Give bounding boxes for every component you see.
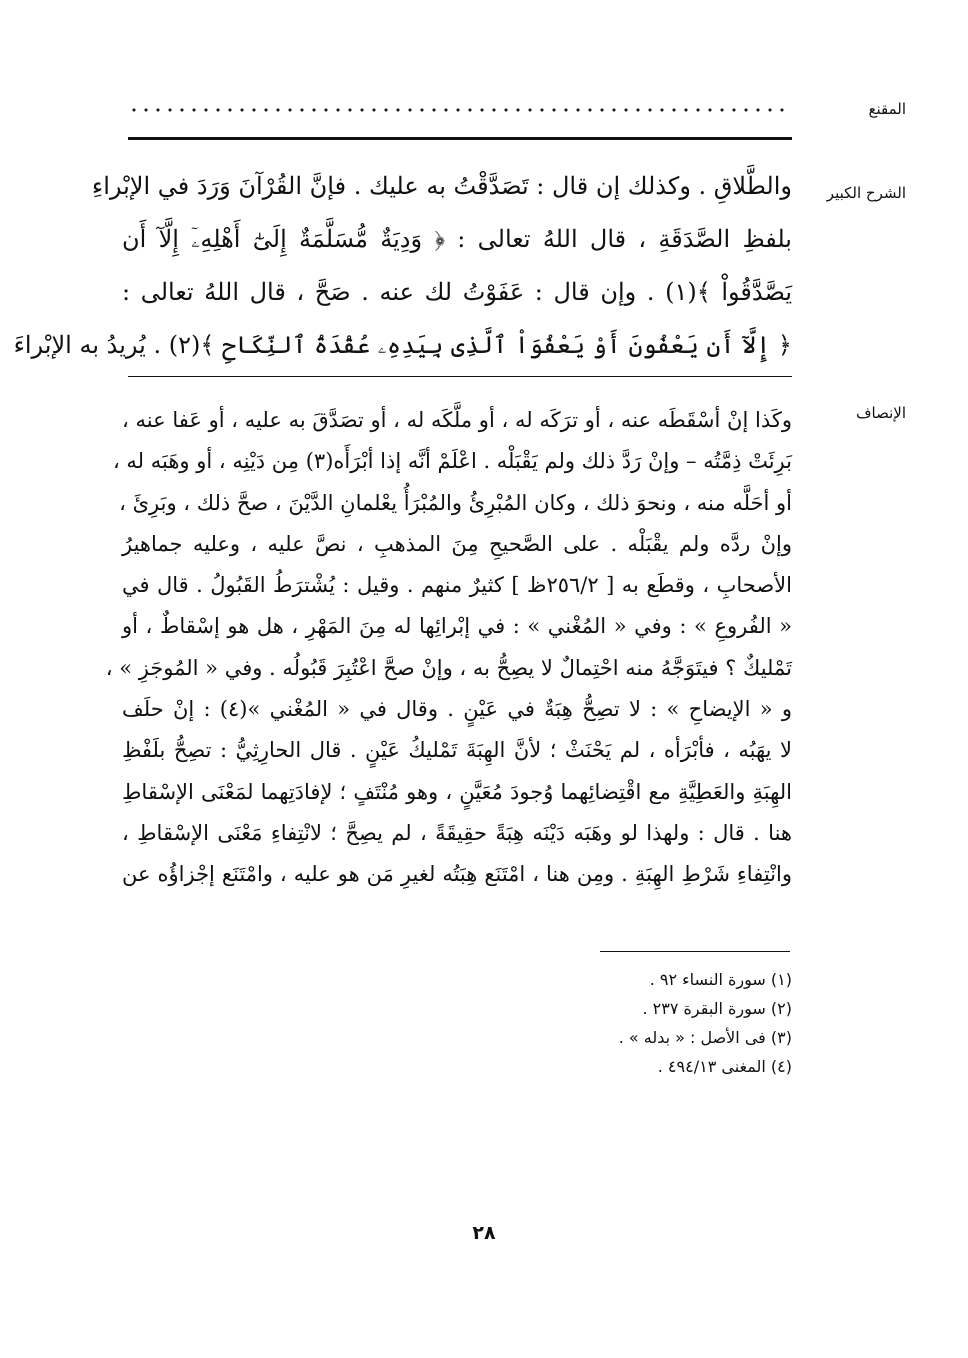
sharh-line: يَصَّدَّقُواْ ﴾(١) . وإن قال : عَفَوْتُ لك عنه . صَحَّ ، قال اللهُ تعالى : [122, 278, 792, 306]
sharh-text-block [13, 160, 792, 372]
footnote-item: (٤) المغنى ٤٩٤/١٣ . [657, 1057, 792, 1076]
footnote-item: (٢) سورة البقرة ٢٣٧ . [642, 999, 792, 1018]
insaf-line: أو أحَلَّه منه ، ونحوَ ذلك ، وكان المُبْرِئُ والمُبْرَأُ يعْلمانِ الدَّيْنَ ، صحَّ ذلك ، وبَرِئَ ، [119, 490, 792, 515]
insaf-line: لا يهَبُه ، فأبْرَأه ، لم يَحْنَثْ ؛ لأنَّ الهِبَةَ تَمْليكُ عَيْنٍ . قال الحارِثِيُّ : تصِحُّ بلَفْظِ [122, 738, 792, 763]
footnote-divider [600, 951, 790, 952]
footnote-item: (١) سورة النساء ٩٢ . [649, 970, 792, 989]
sharh-line: بلفظِ الصَّدَقَةِ ، قال اللهُ تعالى : ﴿ وَدِيَةٌ مُّسَلَّمَةٌ إِلَىٰٓ أَهْلِهِۦٓ إِلَّآ أَن [122, 225, 792, 253]
insaf-line: وكَذا إنْ أسْقَطَه عنه ، أو ترَكَه له ، أو ملَّكَه له ، أو تصَدَّقَ به عليه ، أو عَفا عنه ، [122, 408, 792, 432]
section-label-muqni: المقنع [868, 100, 906, 118]
insaf-line: وإنْ ردَّه ولم يقْبَلْه . على الصَّحيحِ مِنَ المذهبِ ، نصَّ عليه ، وعليه جماهيرُ [122, 531, 792, 556]
footnotes [392, 965, 792, 1081]
insaf-line: وانْتِفاءِ شَرْطِ الهِبَةِ . ومِن هنا ، امْتَنَع هِبَتُه لغيرِ مَن هو عليه ، وامْتَنَع إجْزاؤُه عن [122, 862, 792, 887]
insaf-line: « الفُروعِ » : وفي « المُغْني » : في إبْرائِها له مِنَ المَهْرِ ، هل هو إسْقاطٌ ، أو [122, 614, 792, 639]
insaf-line: هنا . قال : ولهذا لو وهَبَه دَيْنَه هِبَةً حقِيقَةً ، لم يصِحَّ ؛ لانْتِفاءِ مَعْنَى الإسْقاطِ ، [122, 820, 792, 845]
sharh-line: والطَّلاقِ . وكذلك إن قال : تَصَدَّقْتُ به عليك . فإنَّ القُرْآنَ وَرَدَ في الإبْراءِ [91, 172, 792, 200]
muqni-dotted-placeholder [128, 100, 788, 116]
insaf-line: بَرِئَتْ ذِمَّتُه – وإنْ رَدَّ ذلك ولم يَقْبَلْه . اعْلَمْ أنَّه إذا أبْرَأَه(٣) مِن دَيْنِه ، أو وهَبَه له ، [112, 449, 792, 474]
insaf-line: الأصحابِ ، وقطَع به [ ٢٥٦/٢ظ ] كثيرٌ منهم . وقيل : يُشْترَطُ القَبُولُ . قال في [122, 573, 792, 598]
insaf-line: تَمْليكٌ ؟ فيتَوَجَّهُ منه احْتِمالٌ لا يصِحُّ به ، وإنْ صحَّ اعْتُبِرَ قَبُولُه . وفي « المُوجَزِ » ، [105, 655, 792, 680]
page-number: ٢٨ [472, 1222, 496, 1244]
section-label-insaf: الإنصاف [855, 404, 906, 422]
insaf-line: الهِبَةِ والعَطِيَّةِ مع اقْتِضائِهما وُجودَ مُعَيَّنٍ ، وهو مُنْتَفٍ ؛ لإفادَتِهما لمَعْنَى الإسْقاطِ [122, 779, 792, 804]
sharh-line: ﴿ إِلَّآ أَن يَعْفُونَ أَوْ يَعْفُوَاْ ٱلَّذِى بِيَدِهِۦ عُقْدَةُ ٱلنِّكَاحِ ﴾(٢) . يُريدُ به الإبْراءَ [13, 331, 792, 359]
insaf-text-block [105, 400, 792, 896]
section-divider [128, 376, 792, 377]
insaf-line: و « الإيضاحِ » : لا تصِحُّ هِبَةٌ في عَيْنٍ . وقال في « المُغْني »(٤) : إنْ حلَف [122, 697, 792, 722]
header-rule [128, 137, 792, 140]
section-label-sharh: الشرح الكبير [826, 184, 906, 202]
footnote-item: (٣) فى الأصل : « بدله » . [618, 1028, 792, 1047]
